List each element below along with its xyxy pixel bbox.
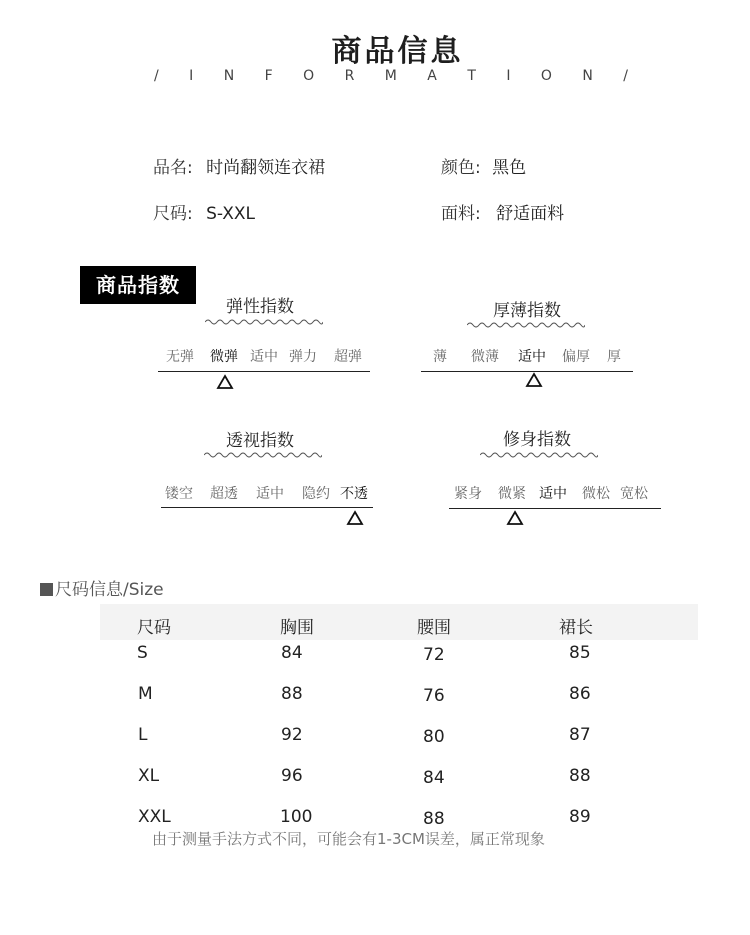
elasticity-index-title: 弹性指数	[226, 297, 294, 317]
transparency-option: 适中	[256, 486, 284, 502]
fit-options	[0, 483, 750, 503]
measurement-note: 由于测量手法方式不同，可能会有1-3CM误差，属正常现象	[152, 830, 545, 848]
product-name-value: 时尚翻领连衣裙	[206, 158, 326, 178]
size-cell: 84	[281, 643, 303, 663]
size-section-title-text: 尺码信息/Size	[55, 580, 164, 600]
size-cell: 92	[281, 725, 303, 745]
size-col-header: 尺码	[137, 618, 171, 638]
thickness-option: 偏厚	[562, 349, 590, 365]
transparency-option: 镂空	[165, 486, 193, 502]
product-size-label: 尺码:	[153, 204, 193, 224]
wave-decoration	[205, 318, 323, 326]
size-cell: 86	[569, 684, 591, 704]
size-table-header	[100, 604, 698, 640]
size-cell: 72	[423, 645, 445, 665]
triangle-marker-icon	[525, 372, 543, 388]
size-cell: 80	[423, 727, 445, 747]
thickness-option: 薄	[433, 349, 447, 365]
thickness-option: 厚	[607, 349, 621, 365]
product-fabric-value: 舒适面料	[496, 204, 565, 224]
product-size-row	[153, 199, 255, 224]
size-cell: M	[138, 684, 153, 704]
product-color-value: 黑色	[492, 158, 527, 178]
size-cell: 88	[423, 809, 445, 829]
product-name-label: 品名:	[153, 158, 193, 178]
elasticity-option: 无弹	[166, 349, 194, 365]
fit-scale-line	[449, 508, 661, 509]
page-subtitle: / I N F O R M A T I O N /	[153, 68, 642, 84]
fit-index-title: 修身指数	[503, 430, 571, 450]
wave-decoration	[467, 321, 585, 329]
size-cell: 88	[569, 766, 591, 786]
elasticity-option: 超弹	[334, 349, 362, 365]
size-cell: 88	[281, 684, 303, 704]
size-col-header: 胸围	[280, 618, 314, 638]
size-cell: XL	[138, 766, 160, 786]
thickness-option: 微薄	[471, 349, 499, 365]
thickness-index-title: 厚薄指数	[493, 301, 561, 321]
fit-option: 微松	[582, 486, 610, 502]
product-color-label: 颜色:	[441, 158, 481, 178]
product-color-row	[441, 153, 526, 178]
size-section-title	[40, 575, 164, 600]
wave-decoration	[204, 451, 322, 459]
transparency-index-title: 透视指数	[226, 431, 294, 451]
transparency-option: 隐约	[302, 486, 330, 502]
elasticity-option: 微弹	[210, 349, 238, 365]
size-col-header: 裙长	[559, 618, 593, 638]
product-name-row	[153, 153, 325, 178]
product-size-value: S-XXL	[206, 204, 255, 224]
elasticity-scale-line	[158, 371, 370, 372]
size-cell: L	[138, 725, 148, 745]
thickness-options	[0, 346, 750, 366]
page-title: 商品信息	[331, 34, 464, 69]
product-fabric-label: 面料:	[441, 204, 481, 224]
size-cell: 89	[569, 807, 591, 827]
triangle-marker-icon	[506, 510, 524, 526]
wave-decoration	[480, 451, 598, 459]
fit-option: 适中	[539, 486, 567, 502]
size-cell: S	[137, 643, 148, 663]
size-cell: 85	[569, 643, 591, 663]
fit-option: 紧身	[454, 486, 482, 502]
transparency-option: 不透	[340, 486, 368, 502]
thickness-option: 适中	[518, 349, 546, 365]
transparency-option: 超透	[210, 486, 238, 502]
elasticity-option: 适中	[250, 349, 278, 365]
size-cell: 87	[569, 725, 591, 745]
triangle-marker-icon	[216, 374, 234, 390]
size-cell: 84	[423, 768, 445, 788]
size-cell: XXL	[138, 807, 171, 827]
elasticity-option: 弹力	[289, 349, 317, 365]
transparency-scale-line	[161, 507, 373, 508]
size-cell: 76	[423, 686, 445, 706]
size-cell: 96	[281, 766, 303, 786]
size-col-header: 腰围	[417, 618, 451, 638]
product-fabric-row	[441, 199, 564, 224]
fit-option: 微紧	[498, 486, 526, 502]
square-bullet-icon	[40, 583, 53, 596]
triangle-marker-icon	[346, 510, 364, 526]
fit-option: 宽松	[620, 486, 648, 502]
size-cell: 100	[280, 807, 313, 827]
product-index-badge: 商品指数	[80, 266, 196, 304]
